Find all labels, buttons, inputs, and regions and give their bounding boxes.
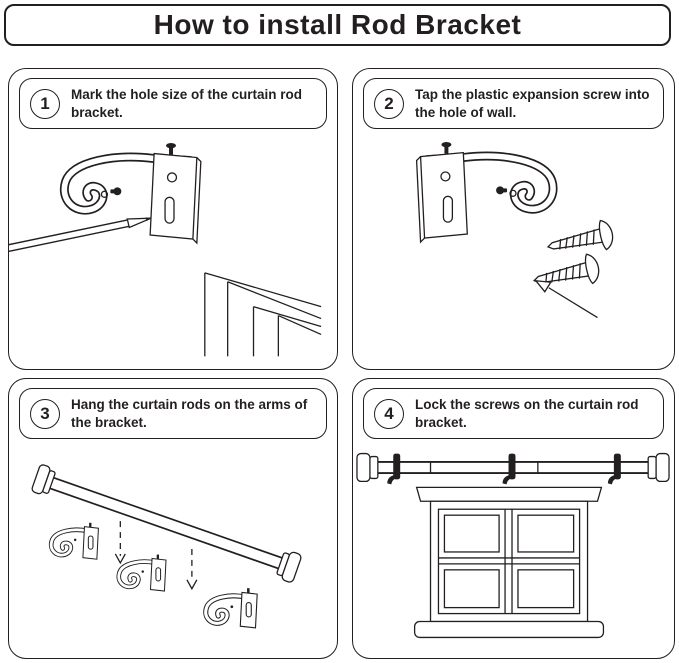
down-arrow-dashed xyxy=(115,521,125,563)
step-3-text: Hang the curtain rods on the arms of the bracket. xyxy=(71,397,308,430)
rod-finial-right xyxy=(275,549,302,583)
down-arrow-dashed xyxy=(187,549,197,589)
step-3-header xyxy=(19,388,327,439)
step-panel-1 xyxy=(8,68,338,370)
step-1-number-badge: 1 xyxy=(30,89,60,119)
step-panel-3 xyxy=(8,378,338,659)
curtain-bracket-drawing xyxy=(64,143,201,243)
step-2-text: Tap the plastic expansion screw into the hole of wall. xyxy=(415,87,650,120)
expansion-screw-icon xyxy=(545,219,615,262)
hook-bracket-drawing xyxy=(119,555,166,591)
step-2-header xyxy=(363,78,664,129)
step-4-header xyxy=(363,388,664,439)
step-4-number-badge: 4 xyxy=(374,399,404,429)
curtain-rod-drawing xyxy=(31,464,302,583)
step-panel-4 xyxy=(352,378,675,659)
step-4-text: Lock the screws on the curtain rod bracket. xyxy=(415,397,639,430)
step-2-number-badge: 2 xyxy=(374,89,404,119)
curtain-bracket-drawing xyxy=(417,142,553,242)
step-1-illustration xyxy=(9,131,337,361)
window-frame-corner-drawing xyxy=(205,273,321,356)
step-1-text: Mark the hole size of the curtain rod bracket. xyxy=(71,87,303,120)
step-3-number-badge: 3 xyxy=(30,399,60,429)
step-4-illustration xyxy=(353,441,674,650)
step-2-illustration xyxy=(353,131,674,361)
step-panel-2 xyxy=(352,68,675,370)
page-title: How to install Rod Bracket xyxy=(153,9,522,40)
curtain-rod-drawing xyxy=(357,454,669,485)
step-1-header xyxy=(19,78,327,129)
direction-arrow xyxy=(536,281,598,318)
hook-bracket-drawing xyxy=(206,588,257,628)
pencil-icon xyxy=(9,217,151,248)
rod-finial-left xyxy=(31,464,56,497)
window-drawing xyxy=(415,487,604,637)
hook-bracket-drawing xyxy=(51,523,98,559)
page-title-box xyxy=(4,4,671,46)
step-3-illustration xyxy=(9,441,337,650)
expansion-screw-icon xyxy=(531,253,601,296)
